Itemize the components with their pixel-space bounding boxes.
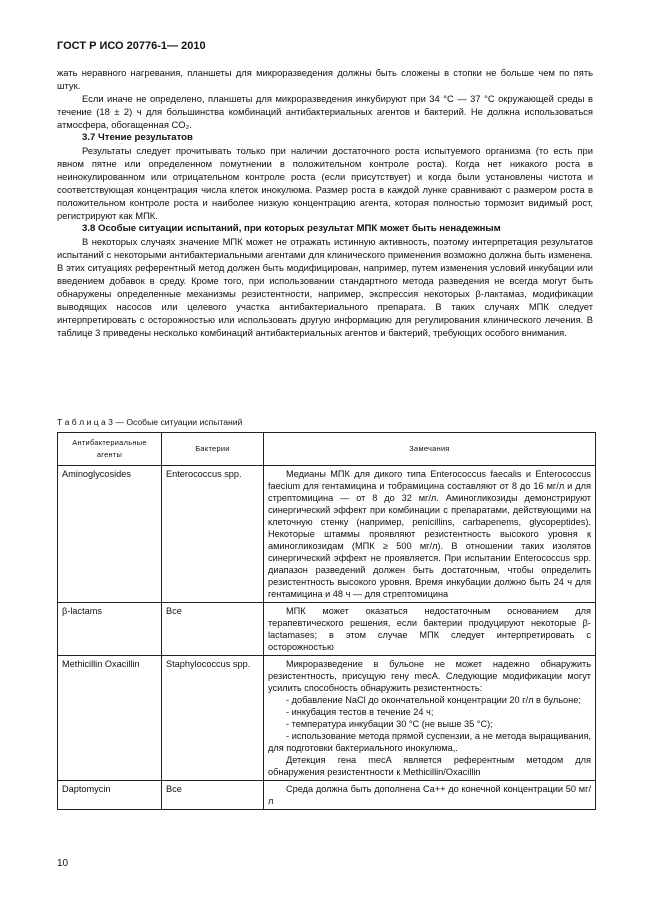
table-header-row xyxy=(58,433,596,466)
section-3-7-title: 3.7 Чтение результатов xyxy=(82,132,193,143)
table-caption: Т а б л и ц а 3 — Особые ситуации испытаний xyxy=(57,417,243,427)
bacteria-cell: Все xyxy=(162,781,264,810)
table-row xyxy=(58,656,596,781)
section-3-8-title: 3.8 Особые ситуации испытаний, при которых результат МПК может быть ненадежным xyxy=(82,223,501,234)
agent-cell: Aminoglycosides xyxy=(58,466,162,603)
intro-paragraph-2: Если иначе не определено, планшеты для микроразведения инкубируют при 34 °С — 37 °С окружающей среды в течение (18 ± 2) ч для большинства комбинаций антибактериальных агентов и бактерий. Не должна использоваться атмосфера, обогащенная CO₂. xyxy=(57,93,593,130)
body-text xyxy=(57,66,593,339)
remark-paragraph: Детекция гена mecA является референтным методом для обнаружения резистентности к Methicillin/Oxacillin xyxy=(268,755,591,777)
remark-item: - инкубация тестов в течение 24 ч; xyxy=(286,707,434,717)
remark-paragraph: Медианы МПК для дикого типа Enterococcus faecalis и Enterococcus faecium для гентамицина и тобрамицина составляют от 8 до 16 мг/л и для стрептомицина — от 8 до 32 мг/л. Аминогликозиды демонстрируют синергический эффект при комбинации с препаратами, действующими на клеточную стенку (например, penicillins, carbapenems, glycopeptides). Некоторые штаммы проявляют резистентность высокого уровня к аминогликозидам (МПК ≥ 500 мг/л). В отношении таких изолятов синергический эффект не проявляется. При испытании Enterococcus spp. диапазон разведений должен быть достаточным, чтобы определить резистентность высокого уровня. Время инкубации должно быть 24 ч для гентамицина и 48 ч — для стрептомицина xyxy=(268,469,591,599)
special-situations-table xyxy=(57,432,596,810)
header-bacteria: Бактерии xyxy=(162,433,264,466)
remark-paragraph: Микроразведение в бульоне не может надежно обнаружить резистентность, присущую гену mecA. Следующие модификации могут усилить способность обнаружить резистентность: xyxy=(268,659,591,693)
remarks-cell xyxy=(264,781,596,810)
intro-paragraph-1: жать неравного нагревания, планшеты для микроразведения должны быть сложены в стопки не больше чем по пять штук. xyxy=(57,67,593,91)
document-header: ГОСТ Р ИСО 20776-1— 2010 xyxy=(57,40,206,52)
agent-cell: Methicillin Oxacillin xyxy=(58,656,162,781)
section-3-8-paragraph: В некоторых случаях значение МПК может не отражать истинную активность, поэтому интерпретация результатов испытаний с некоторыми антибактериальными агентами для клинического применения возможно должна быть изменена. В этих ситуациях референтный метод должен быть модифицирован, например, путем изменения условий инкубации или введением добавок в среду. Кроме того, при использовании стандартного метода разведения не всегда могут быть обнаружены определенные механизмы резистентности, например, экспрессия некоторых β-лактамаз, модификации выводящих насосов или целевого участка антибактериального препарата. В таких случаях МПК следует интерпретировать с осторожностью или использовать другую информацию для регулирования клинического лечения. В таблице 3 приведены несколько комбинаций антибактериальных агентов и бактерий, требующих особого внимания. xyxy=(57,236,593,338)
remark-item: - использование метода прямой суспензии, а не метода выращивания, для подготовки бактериального инокулюма,. xyxy=(268,731,591,753)
table-row xyxy=(58,466,596,603)
remarks-cell xyxy=(264,603,596,656)
bacteria-cell: Все xyxy=(162,603,264,656)
bacteria-cell: Enterococcus spp. xyxy=(162,466,264,603)
header-agents: Антибактериальные агенты xyxy=(58,433,162,466)
remarks-cell xyxy=(264,466,596,603)
table-row xyxy=(58,603,596,656)
agent-cell: β-lactams xyxy=(58,603,162,656)
table-row xyxy=(58,781,596,810)
page-number: 10 xyxy=(57,858,69,869)
remark-item: - температура инкубации 30 °С (не выше 35 °С); xyxy=(286,719,493,729)
header-remarks: Замечания xyxy=(264,433,596,466)
bacteria-cell: Staphylococcus spp. xyxy=(162,656,264,781)
remark-paragraph: Среда должна быть дополнена Ca++ до конечной концентрации 50 мг/л xyxy=(268,784,591,806)
remark-item: - добавление NaCl до окончательной концентрации 20 г/л в бульоне; xyxy=(286,695,581,705)
remark-paragraph: МПК может оказаться недостаточным основанием для терапевтического решения, если бактерии продуцируют некоторые β-lactamases; в этом случае МПК следует интерпретировать с осторожностью xyxy=(268,606,591,652)
section-3-7-paragraph: Результаты следует прочитывать только при наличии достаточного роста испытуемого организма (то есть при явном пятне или определенном помутнении в положительном контроле роста). Когда нет никакого роста в неинокулированном или отрицательном контроле роста (если присутствует) и когда были установлены чистота и соответствующая концентрация числа клеток инокулюма. Размер роста в каждой лунке сравнивают с размером роста в положительном контроле роста и наиболее низкую концентрацию агента, которая полностью тормозит видимый рост, регистрируют как МПК. xyxy=(57,145,593,221)
agent-cell: Daptomycin xyxy=(58,781,162,810)
remarks-cell xyxy=(264,656,596,781)
